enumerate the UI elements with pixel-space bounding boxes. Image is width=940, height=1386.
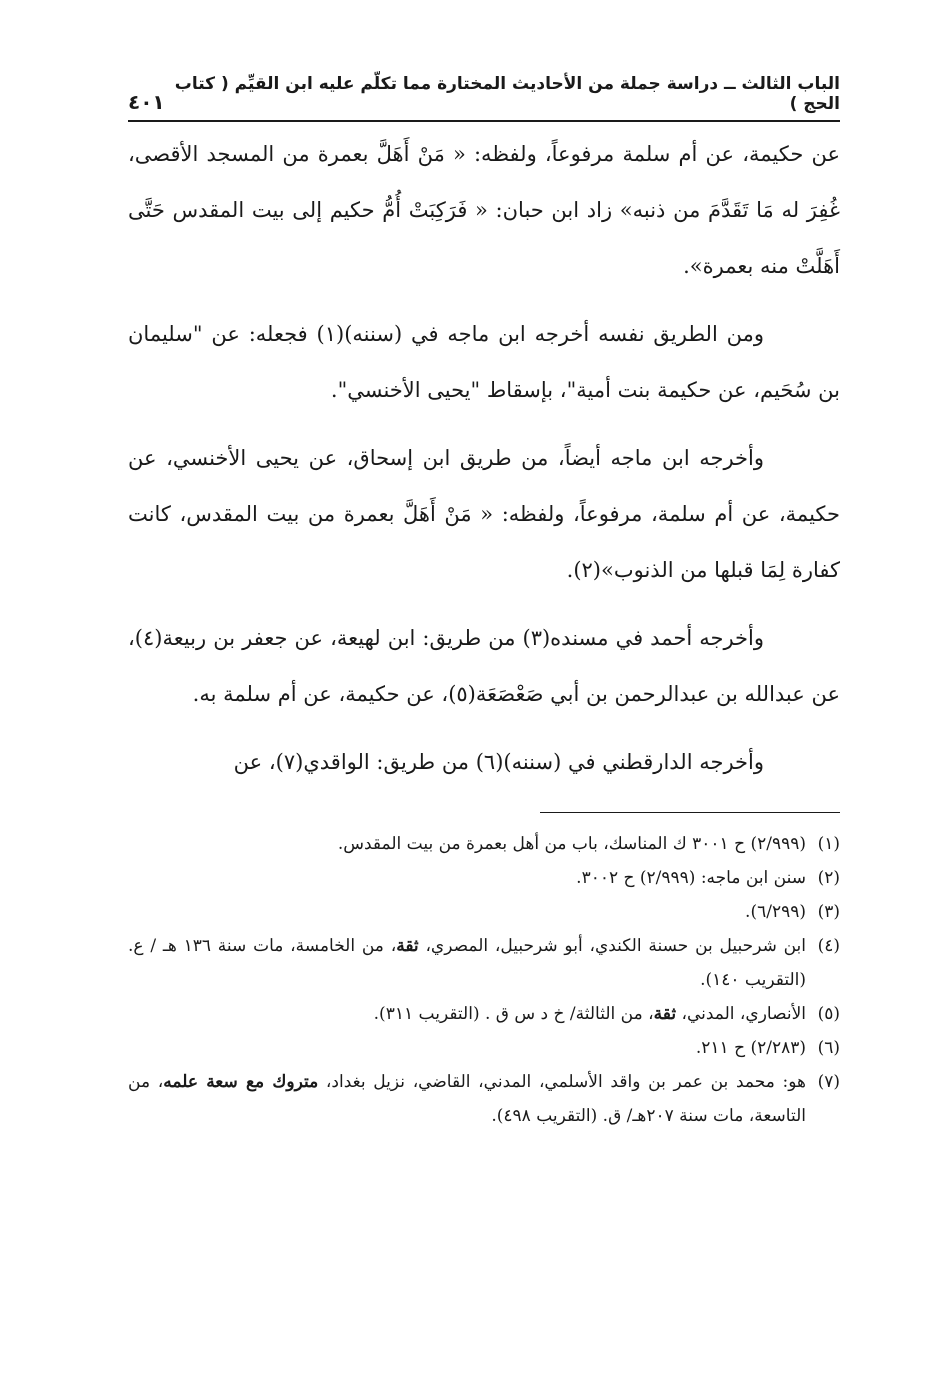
footnote-text-part: الأنصاري، المدني، [676, 1004, 806, 1024]
book-page [128, 74, 840, 1133]
paragraph: ومن الطريق نفسه أخرجه ابن ماجه في (سننه)(١) فجعله: عن "سليمان بن سُحَيم، عن حكيمة بنت أمية"، بإسقاط "يحيى الأخنسي". [128, 322, 840, 402]
page-number: ٤٠١ [128, 90, 165, 114]
footnotes [128, 827, 840, 1133]
footnote-item [128, 895, 840, 929]
footnote-number: (٢) [817, 868, 840, 888]
paragraph: وأخرجه الدارقطني في (سننه)(٦) من طريق: الواقدي(٧)، عن [233, 750, 764, 774]
header-title: الباب الثالث ــ دراسة جملة من الأحاديث المختارة مما تكلّم عليه ابن القيِّم ( كتاب الحج ) [174, 74, 840, 114]
paragraph: وأخرجه أحمد في مسنده(٣) من طريق: ابن لهيعة، عن جعفر بن ربيعة(٤)، عن عبدالله بن عبدالرحمن بن أبي صَعْصَعَة(٥)، عن حكيمة، عن أم سلمة به. [128, 626, 840, 706]
footnote-item [128, 827, 840, 861]
footnote-item [128, 929, 840, 997]
footnote-text: (٢/٢٨٣) ح ٢١١. [695, 1038, 806, 1058]
paragraph: عن حكيمة، عن أم سلمة مرفوعاً، ولفظه: « مَنْ أَهَلَّ بعمرة من المسجد الأقصى، غُفِرَ له مَا تَقَدَّمَ من ذنبه» زاد ابن حبان: « فَرَكِبَتْ أُمُّ حكيم إلى بيت المقدس حَتَّى أَهَلَّتْ منه بعمرة». [128, 142, 840, 278]
footnote-text: (٦/٢٩٩). [745, 902, 806, 922]
footnote-text-part: ، من التاسعة، مات سنة ٢٠٧هـ/ ق. (التقريب ٤٩٨). [128, 1072, 806, 1126]
footnote-item [128, 1065, 840, 1133]
footnote-number: (٣) [817, 902, 840, 922]
footnote-text-part: ، من الثالثة/ خ د س ق . (التقريب ٣١١). [373, 1004, 654, 1024]
footnote-number: (٤) [817, 936, 840, 956]
footnote-item [128, 997, 840, 1031]
footnote-text: (٢/٩٩٩) ح ٣٠٠١ ك المناسك، باب من أهل بعمرة من بيت المقدس. [337, 834, 806, 854]
footnote-separator [540, 812, 840, 813]
footnote-text [128, 929, 806, 997]
main-text [128, 126, 840, 790]
footnote-number: (٦) [817, 1038, 840, 1058]
footnote-text-part: ، من الخامسة، مات سنة ١٣٦ هـ / ع. (التقريب ١٤٠). [128, 936, 806, 990]
running-header [128, 74, 840, 122]
footnote-text [128, 1065, 806, 1133]
footnote-number: (١) [817, 834, 840, 854]
footnote-number: (٥) [817, 1004, 840, 1024]
footnote-item [128, 1031, 840, 1065]
grading-term: متروك مع سعة علمه [163, 1072, 319, 1092]
grading-term: ثقة [396, 936, 419, 956]
footnote-text: سنن ابن ماجه: (٢/٩٩٩) ح ٣٠٠٢. [576, 868, 806, 888]
footnote-text [128, 997, 806, 1031]
footnote-item [128, 861, 840, 895]
footnote-text-part: ابن شرحبيل بن حسنة الكندي، أبو شرحبيل، المصري، [418, 936, 806, 956]
footnote-text-part: هو: محمد بن عمر بن واقد الأسلمي، المدني، القاضي، نزيل بغداد، [318, 1072, 806, 1092]
footnote-number: (٧) [817, 1072, 840, 1092]
grading-term: ثقة [653, 1004, 677, 1024]
paragraph: وأخرجه ابن ماجه أيضاً، من طريق ابن إسحاق، عن يحيى الأخنسي، عن حكيمة، عن أم سلمة، مرفوعاً، ولفظه: « مَنْ أَهَلَّ بعمرة من بيت المقدس، كانت كفارة لِمَا قبلها من الذنوب»(٢). [128, 446, 840, 582]
